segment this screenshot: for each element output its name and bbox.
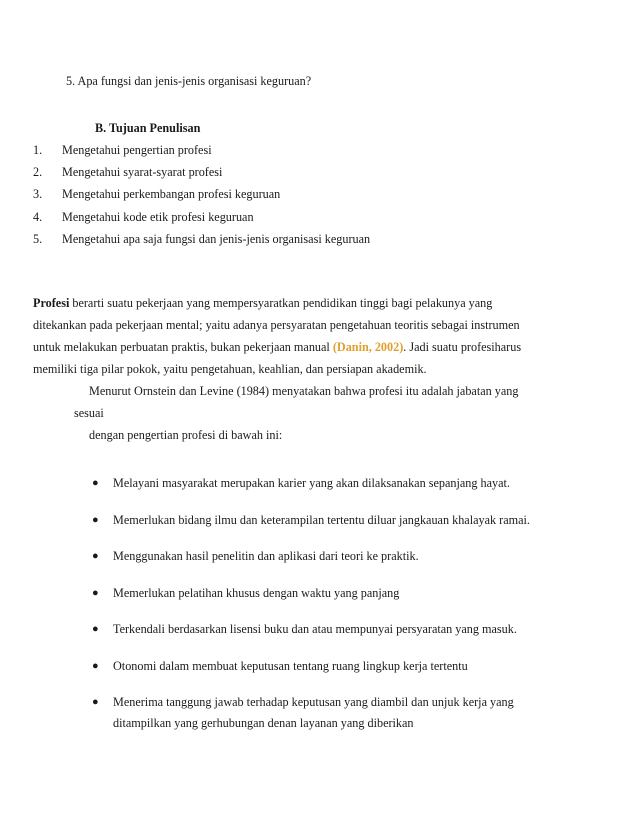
objective-number: 1.: [33, 143, 43, 157]
objective-text: Mengetahui pengertian profesi: [62, 143, 212, 157]
paragraph-line: [33, 296, 492, 311]
paragraph-line: sesuai: [74, 406, 104, 420]
objective-text: Mengetahui kode etik profesi keguruan: [62, 210, 254, 224]
objective-text: Mengetahui perkembangan profesi keguruan: [62, 187, 281, 201]
bullet-icon: ●: [92, 660, 99, 672]
objective-number: 2.: [33, 165, 43, 179]
bullet-icon: ●: [92, 514, 99, 526]
bullet-icon: ●: [92, 587, 99, 599]
paragraph-line: Menurut Ornstein dan Levine (1984) menyatakan bahwa profesi itu adalah jabatan yang: [89, 384, 519, 398]
objective-text: Mengetahui syarat-syarat profesi: [62, 165, 223, 179]
objective-number: 5.: [33, 232, 43, 246]
objective-number: 4.: [33, 210, 43, 224]
term-profesi: Profesi: [33, 296, 70, 310]
list-item-text: Terkendali berdasarkan lisensi buku dan atau mempunyai persyaratan yang masuk.: [113, 622, 517, 636]
list-item-text: Memerlukan bidang ilmu dan keterampilan tertentu diluar jangkauan khalayak ramai.: [113, 513, 530, 527]
list-item-text: Menerima tanggung jawab terhadap keputusan yang diambil dan unjuk kerja yang: [113, 695, 514, 709]
question-item-5: 5. Apa fungsi dan jenis-jenis organisasi keguruan?: [66, 74, 312, 88]
list-item-text: Otonomi dalam membuat keputusan tentang ruang lingkup kerja tertentu: [113, 659, 468, 673]
list-item-text: Memerlukan pelatihan khusus dengan waktu yang panjang: [113, 586, 400, 600]
paragraph-line: ditekankan pada pekerjaan mental; yaitu adanya persyaratan pengetahuan teoritis sebagai instrumen: [33, 318, 520, 332]
list-item-text: ditampilkan yang gerhubungan denan layanan yang diberikan: [113, 716, 414, 730]
paragraph-text: . Jadi suatu profesiharus: [403, 340, 522, 354]
list-item-text: Menggunakan hasil penelitin dan aplikasi dari teori ke praktik.: [113, 549, 419, 563]
paragraph-text: untuk melakukan perbuatan praktis, bukan pekerjaan manual: [33, 340, 333, 354]
bullet-icon: ●: [92, 550, 99, 562]
citation: (Danin, 2002): [332, 340, 404, 354]
list-item-text: Melayani masyarakat merupakan karier yang akan dilaksanakan sepanjang hayat.: [113, 476, 510, 490]
bullet-icon: ●: [92, 623, 99, 635]
paragraph-line: [33, 340, 521, 355]
bullet-icon: ●: [92, 477, 99, 489]
paragraph-text: berarti suatu pekerjaan yang mempersyaratkan pendidikan tinggi bagi pelakunya yang: [69, 296, 493, 310]
paragraph-line: dengan pengertian profesi di bawah ini:: [89, 428, 283, 442]
section-heading-tujuan: B. Tujuan Penulisan: [95, 121, 201, 135]
objective-text: Mengetahui apa saja fungsi dan jenis-jenis organisasi keguruan: [62, 232, 371, 246]
paragraph-line: memiliki tiga pilar pokok, yaitu pengetahuan, keahlian, dan persiapan akademik.: [33, 362, 427, 376]
objective-number: 3.: [33, 187, 43, 201]
bullet-icon: ●: [92, 696, 99, 708]
